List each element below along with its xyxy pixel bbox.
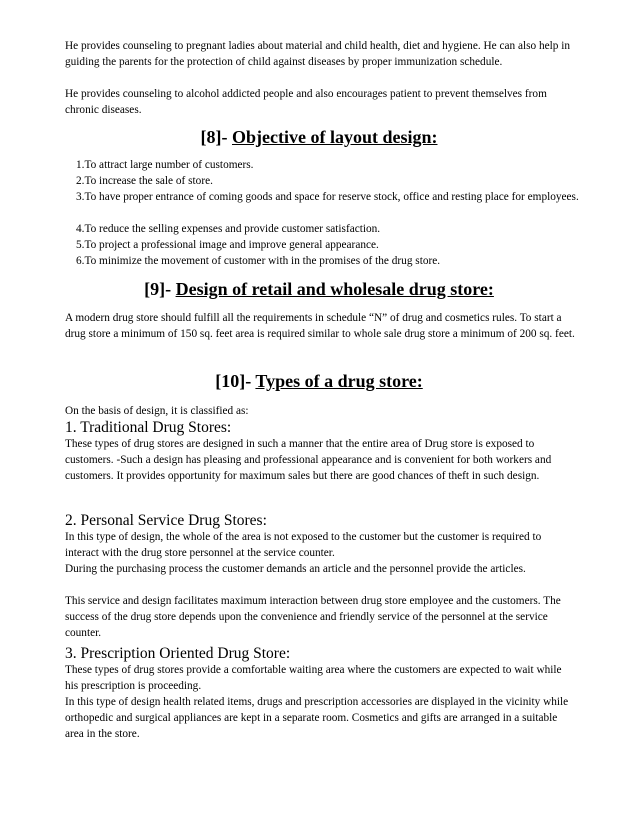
intro-paragraph-2: He provides counseling to alcohol addicted people and also encourages patient to prevent themselves from chronic diseases. (65, 88, 547, 116)
section-8-title: Objective of layout design: (232, 127, 438, 147)
type-2-heading: 2. Personal Service Drug Stores: (65, 512, 267, 529)
objective-item-3: 3.To have proper entrance of coming goods and space for reserve stock, office and resting place for employees. (76, 191, 579, 203)
section-9-heading (0, 278, 638, 300)
objective-item-5: 5.To project a professional image and improve general appearance. (76, 239, 379, 251)
section-9-title: Design of retail and wholesale drug store: (175, 279, 494, 299)
type-3-paragraph-2: In this type of design health related items, drugs and prescription accessories are displayed in the vicinity while orthopedic and surgical appliances are kept in a separate room. Cosmetics and gifts are arranged in a suitable area in the store. (65, 696, 569, 740)
section-8-heading (0, 126, 638, 148)
type-2-paragraph-2: During the purchasing process the customer demands an article and the personnel provide the articles. (65, 563, 526, 575)
section-10-number: [10]- (215, 371, 256, 391)
section-10-title: Types of a drug store: (255, 371, 423, 391)
section-9-paragraph: A modern drug store should fulfill all the requirements in schedule “N” of drug and cosmetics rules. To start a drug store a minimum of 150 sq. feet area is required similar to whole sale drug store a minimum of 200 sq. feet. (65, 312, 575, 340)
section-10-lead: On the basis of design, it is classified as: (65, 405, 249, 417)
section-8-number: [8]- (200, 127, 232, 147)
type-2-paragraph-3: This service and design facilitates maximum interaction between drug store employee and the customers. The success of the drug store depends upon the convenience and friendly service of the personnel at the service counter. (65, 595, 561, 639)
intro-paragraph-1: He provides counseling to pregnant ladies about material and child health, diet and hygiene. He can also help in guiding the parents for the protection of child against diseases by proper immunization schedule. (65, 40, 571, 68)
objective-item-2: 2.To increase the sale of store. (76, 175, 213, 187)
section-10-heading (0, 370, 638, 392)
type-3-heading: 3. Prescription Oriented Drug Store: (65, 645, 291, 662)
objective-item-4: 4.To reduce the selling expenses and provide customer satisfaction. (76, 223, 381, 235)
type-2-paragraph-1: In this type of design, the whole of the area is not exposed to the customer but the customer is required to interact with the drug store personnel at the service counter. (65, 531, 542, 559)
type-1-paragraph-1: These types of drug stores are designed in such a manner that the entire area of Drug store is exposed to customers. -Such a design has pleasing and professional appearance and is convenient for both workers and customers. It provides opportunity for maximum sales but there are good chances of theft in such design. (65, 438, 552, 482)
section-9-number: [9]- (144, 279, 176, 299)
objective-item-6: 6.To minimize the movement of customer with in the promises of the drug store. (76, 255, 441, 267)
type-1-heading: 1. Traditional Drug Stores: (65, 419, 232, 436)
objective-item-1: 1.To attract large number of customers. (76, 159, 254, 171)
type-3-paragraph-1: These types of drug stores provide a comfortable waiting area where the customers are expected to wait while his prescription is proceeding. (65, 664, 562, 692)
